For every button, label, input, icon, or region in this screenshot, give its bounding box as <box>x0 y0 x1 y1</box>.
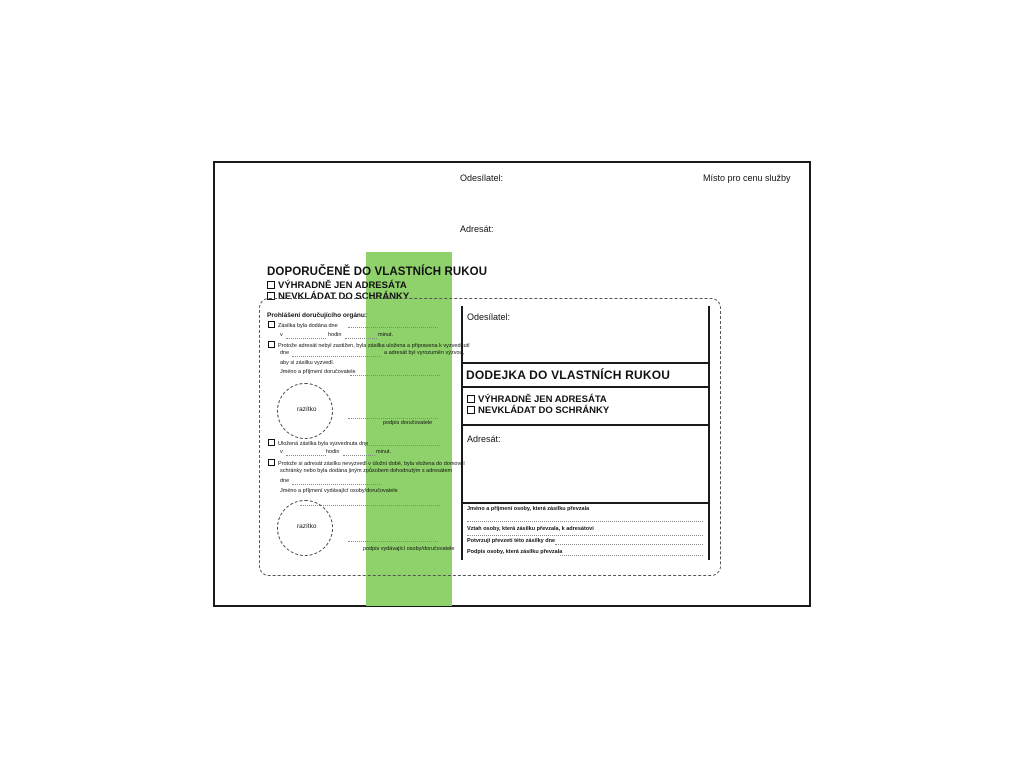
card-right-border <box>708 306 710 560</box>
card-field-name: Jméno a příjmení osoby, která zásilku převzala <box>467 506 590 512</box>
card-left-border <box>461 306 463 560</box>
envelope-option-addressee-only: VÝHRADNĚ JEN ADRESÁTA <box>267 280 407 291</box>
checkbox-icon <box>268 321 275 328</box>
declaration-pickup: aby si zásilku vyzvedl. <box>280 360 335 366</box>
declaration-not-collected: Protože si adresát zásilku nevyzvedl v úložní době, byla vložena do domovní <box>268 459 465 468</box>
checkbox-icon <box>467 406 475 414</box>
deliverer-signature-label: podpis doručovatele <box>383 420 433 426</box>
card-divider <box>461 386 710 388</box>
declaration-title: Prohlášení doručujícího orgánu: <box>267 312 368 319</box>
declaration-deliverer-name: Jméno a příjmení doručovatele <box>280 369 356 375</box>
checkbox-icon <box>467 395 475 403</box>
card-divider <box>461 424 710 426</box>
declaration-delivered: Zásilka byla dodána dne <box>268 321 338 330</box>
checkbox-icon <box>268 341 275 348</box>
card-option-addressee-only: VÝHRADNĚ JEN ADRESÁTA <box>467 394 607 405</box>
card-field-relation: Vztah osoby, která zásilku převzala, k adresátovi <box>467 526 594 532</box>
declaration-at-2: v <box>280 449 283 455</box>
declaration-not-collected-2: schránky nebo byla dodána jiným způsobem dohodnutým s adresátem <box>280 468 453 474</box>
declaration-not-found: Protože adresát nebyl zastižen, byla zásilka uložena a připravena k vyzvednutí <box>268 341 470 350</box>
stamp-label-2: razítko <box>297 523 317 530</box>
declaration-picked-up: Uložená zásilka byla vyzvednuta dne <box>268 439 368 448</box>
checkbox-icon <box>268 459 275 466</box>
stamp-label: razítko <box>297 406 317 413</box>
card-sender-label: Odesílatel: <box>467 312 511 322</box>
addressee-label: Adresát: <box>460 224 494 234</box>
issuer-signature-label: podpis vydávající osoby/doručovatele <box>363 546 455 552</box>
card-divider <box>461 502 710 504</box>
envelope-option-no-mailbox: NEVKLÁDAT DO SCHRÁNKY <box>267 291 409 302</box>
declaration-not-collected-date: dne <box>280 478 290 484</box>
envelope-heading: DOPORUČENĚ DO VLASTNÍCH RUKOU <box>267 266 488 278</box>
declaration-hours: hodin <box>328 332 342 338</box>
checkbox-icon <box>268 439 275 446</box>
price-label: Místo pro cenu služby <box>703 173 791 183</box>
card-field-date: Potvrzuji převzetí této zásilky dne <box>467 538 556 544</box>
card-divider <box>461 362 710 364</box>
sender-label: Odesílatel: <box>460 173 504 183</box>
declaration-not-found-date: dne <box>280 350 290 356</box>
declaration-issuer-name: Jméno a příjmení vydávající osoby/doručovatele <box>280 488 398 494</box>
declaration-minutes: minut. <box>378 332 393 338</box>
card-addressee-label: Adresát: <box>467 434 501 444</box>
declaration-at: v <box>280 332 283 338</box>
declaration-notified: a adresát byl vyrozuměn výzvou, <box>384 350 465 356</box>
card-title: DODEJKA DO VLASTNÍCH RUKOU <box>466 368 671 382</box>
card-option-no-mailbox: NEVKLÁDAT DO SCHRÁNKY <box>467 405 609 416</box>
checkbox-icon <box>267 281 275 289</box>
card-field-signature: Podpis osoby, která zásilku převzala <box>467 549 563 555</box>
declaration-hours-2: hodin <box>326 449 340 455</box>
declaration-minutes-2: minut. <box>376 449 391 455</box>
